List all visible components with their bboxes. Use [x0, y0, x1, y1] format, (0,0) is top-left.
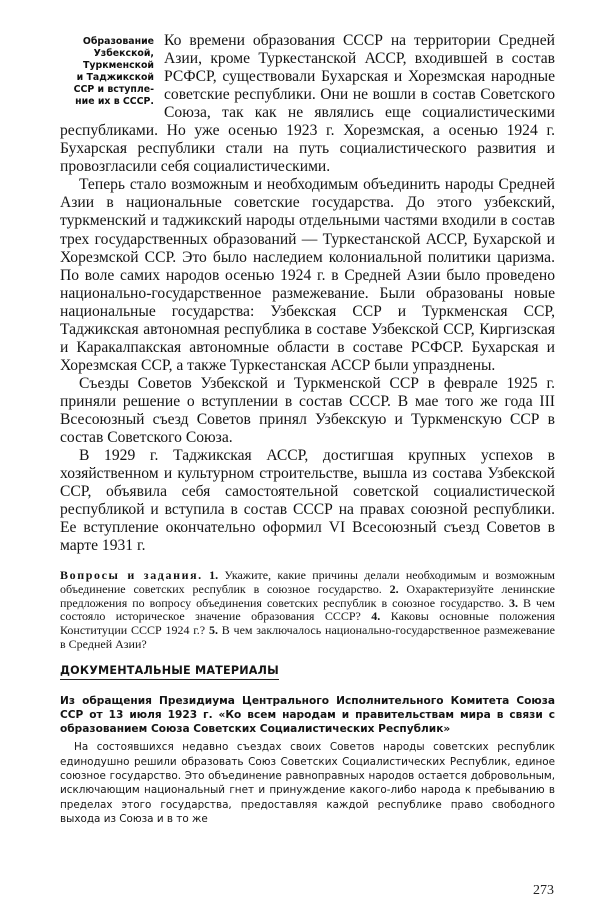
question-number: 2. [389, 582, 399, 597]
question-number: 3. [509, 595, 519, 610]
question-number: 5. [208, 623, 218, 638]
margin-heading-line: Образование [82, 36, 154, 47]
book-page [60, 32, 555, 827]
question-text: В чем состояло историческое значение образования СССР? [60, 595, 556, 624]
question-number: 4. [371, 609, 381, 624]
question-text: Укажите, какие причины делали необходимым и возможным объединение советских республик в союзное государство. [60, 568, 556, 597]
question-text: В чем заключалось национально-государственное размежевание в Средней Азии? [60, 623, 555, 651]
page-number: 273 [533, 883, 554, 898]
questions-block [60, 569, 555, 651]
question-text: Охарактеризуйте ленинские предложения по вопросу объединения советских республик в союзное государство. [60, 582, 556, 610]
margin-heading-line: ССР и вступле- [73, 84, 154, 95]
margin-heading-line: Туркменской [82, 60, 154, 71]
questions-title: Вопросы и задания. [60, 568, 203, 583]
intro-section [60, 32, 555, 176]
paragraph-2: Теперь стало возможным и необходимым объединить народы Средней Азии в национальные советские государства. До этого узбекский, туркменский и таджикский народы отдельными частями входили в состав трех государственных образований — Туркестанской АССР, Бухарской и Хорезмской ССР. Это было наследием колониальной политики царизма. По воле самих народов осенью 1924 г. в Средней Азии было проведено национально-государственное размежевание. Были образованы новые национальные государства: Узбекская ССР и Туркменская ССР, Таджикская автономная республика в составе Узбекской ССР, Киргизская и Каракалпакская автономные области в составе РСФСР. Бухарская и Хорезмская ССР, а также Туркестанская АССР были упразднены. [60, 176, 555, 374]
paragraph-3: Съезды Советов Узбекской и Туркменской ССР в феврале 1925 г. приняли решение о вступлении в состав СССР. В мае того же года III Всесоюзный съезд Советов принял Узбекскую и Туркменскую ССР в состав Советского Союза. [60, 374, 555, 447]
question-text: Каковы основные положения Конституции СССР 1924 г.? [60, 609, 556, 638]
paragraph-1: Ко времени образования СССР на территории Средней Азии, кроме Туркестанской АССР, входившей в состав РСФСР, существовали Бухарская и Хорезмская народные советские республики. Они не вошли в состав Советского Союза, так как не являлись еще социалистическими республиками. Но уже осенью 1923 г. Хорезмская, а осенью 1924 г. Бухарская республики стали на путь социалистического развития и провозгласили себя социалистическими. [60, 32, 555, 176]
paragraph-4: В 1929 г. Таджикская АССР, достигшая крупных успехов в хозяйственном и культурном строительстве, вышла из состава Узбекской ССР, объявила себя самостоятельной советской социалистической республикой и вступила в состав СССР на правах союзной республики. Ее вступление окончательно оформил VI Всесоюзный съезд Советов в марте 1931 г. [60, 447, 555, 555]
margin-heading-line: ние их в СССР. [75, 96, 154, 107]
margin-heading-line: и Таджикской [76, 72, 154, 83]
margin-heading [60, 36, 154, 108]
margin-heading-line: Узбекской, [93, 48, 154, 59]
question-number: 1. [209, 568, 219, 583]
documents-section-title: ДОКУМЕНТАЛЬНЫЕ МАТЕРИАЛЫ [60, 664, 279, 680]
document-title: Из обращения Президиума Центрального Исполнительного Комитета Союза ССР от 13 июля 1923 г. «Ко всем народам и правительствам мира в связи с образованием Союза Советских Социалистических Республик» [60, 694, 555, 735]
document-text: На состоявшихся недавно съездах своих Советов народы советских республик единодушно решили образовать Союз Советских Социалистических Республик, единое союзное государство. Это объединение равноправных народов остается добровольным, исключающим национальный гнет и принуждение какого-либо народа к пребыванию в пределах этого государства, предоставляя каждой республике право свободного выхода из Союза и в то же [60, 741, 555, 826]
